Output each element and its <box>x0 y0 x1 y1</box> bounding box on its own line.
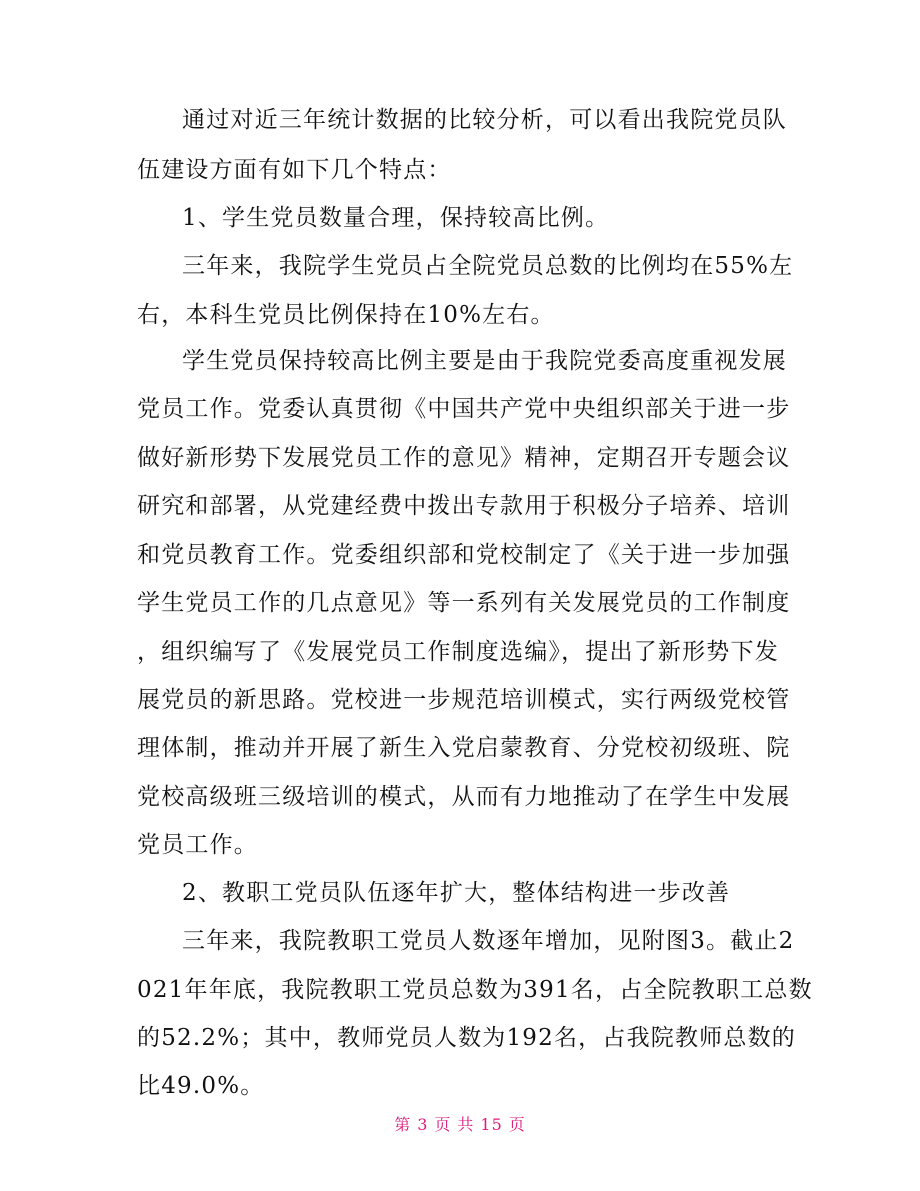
text-line-14: 理体制，推动并开展了新生入党启蒙教育、分党校初级班、院 <box>137 735 791 761</box>
text-line-7: 党员工作。党委认真贯彻《中国共产党中央组织部关于进一步 <box>137 396 791 422</box>
text-line-4: 三年来，我院学生党员占全院党员总数的比例均在55%左 <box>182 253 794 279</box>
text-line-21: 比49.0%。 <box>137 1073 265 1099</box>
text-line-12: ，组织编写了《发展党员工作制度选编》，提出了新形势下发 <box>137 639 779 665</box>
text-line-15: 党校高级班三级培训的模式，从而有力地推动了在学生中发展 <box>137 784 791 810</box>
text-line-16: 党员工作。 <box>137 832 258 858</box>
footer-total-unit: 页 <box>508 1115 526 1134</box>
page-footer <box>0 1112 920 1135</box>
text-line-9: 研究和部署，从党建经费中拨出专款用于积极分子培养、培训 <box>137 493 791 519</box>
text-line-17: 2、教职工党员队伍逐年扩大，整体结构进一步改善 <box>182 880 731 906</box>
text-line-11: 学生党员工作的几点意见》等一系列有关发展党员的工作制度 <box>137 590 791 616</box>
text-line-3: 1、学生党员数量合理，保持较高比例。 <box>182 205 610 231</box>
text-line-19: 021年年底，我院教职工党员总数为391名，占全院教职工总数 <box>137 977 813 1003</box>
footer-total-label: 共 <box>457 1115 475 1134</box>
text-line-2: 伍建设方面有如下几个特点： <box>137 157 452 183</box>
footer-page-unit: 页 <box>434 1115 452 1134</box>
footer-current-page: 3 <box>417 1115 429 1134</box>
text-line-5: 右，本科生党员比例保持在10%左右。 <box>137 302 555 328</box>
text-line-20: 的52.2%；其中，教师党员人数为192名，占我院教师总数的 <box>137 1025 796 1051</box>
text-line-13: 展党员的新思路。党校进一步规范培训模式，实行两级党校管 <box>137 687 791 713</box>
footer-page-label: 第 <box>394 1115 412 1134</box>
text-line-1: 通过对近三年统计数据的比较分析，可以看出我院党员队 <box>182 107 787 133</box>
text-line-6: 学生党员保持较高比例主要是由于我院党委高度重视发展 <box>182 348 787 374</box>
text-line-10: 和党员教育工作。党委组织部和党校制定了《关于进一步加强 <box>137 542 791 568</box>
text-line-18: 三年来，我院教职工党员人数逐年增加，见附图3。截止2 <box>182 928 795 954</box>
text-line-8: 做好新形势下发展党员工作的意见》精神，定期召开专题会议 <box>137 445 791 471</box>
footer-total-pages: 15 <box>480 1115 503 1134</box>
